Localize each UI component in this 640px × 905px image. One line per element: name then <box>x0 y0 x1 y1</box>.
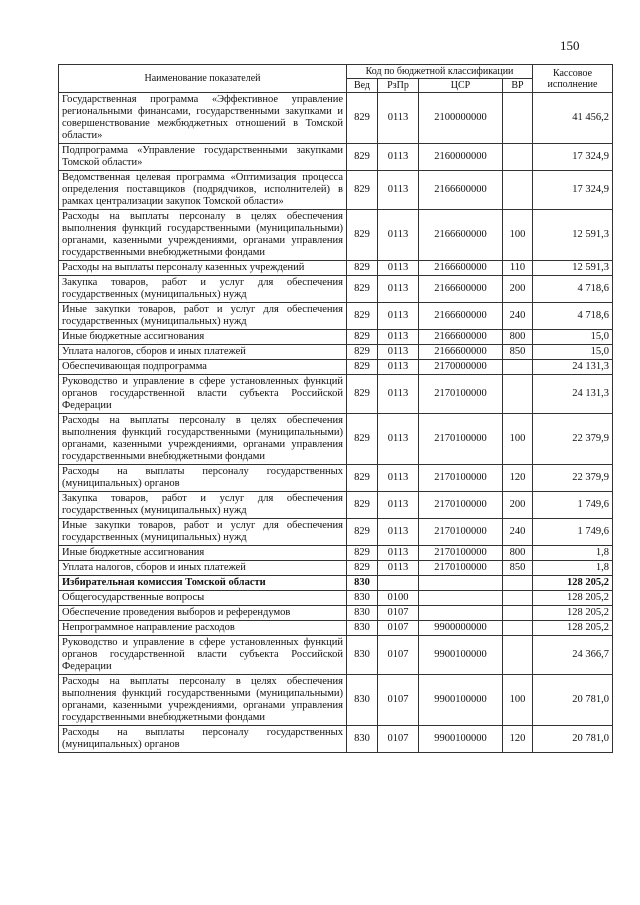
cell-name: Уплата налогов, сборов и иных платежей <box>59 561 347 576</box>
cell-name: Общегосударственные вопросы <box>59 591 347 606</box>
cell-amount: 4 718,6 <box>533 276 613 303</box>
cell-vr <box>503 636 533 675</box>
table-row <box>59 519 613 546</box>
cell-rzpr: 0113 <box>378 414 419 465</box>
cell-amount: 20 781,0 <box>533 726 613 753</box>
cell-rzpr: 0113 <box>378 210 419 261</box>
cell-csr: 2166600000 <box>419 261 503 276</box>
cell-name: Государственная программа «Эффективное управление региональными финансами, государственными закупками и совершенствование межбюджетных отношений в Томской области» <box>59 93 347 144</box>
table-row <box>59 144 613 171</box>
table-row <box>59 93 613 144</box>
budget-table <box>58 64 613 753</box>
cell-vr: 240 <box>503 303 533 330</box>
table-row <box>59 621 613 636</box>
cell-rzpr: 0107 <box>378 675 419 726</box>
table-row <box>59 726 613 753</box>
table-row <box>59 591 613 606</box>
cell-csr: 2166600000 <box>419 303 503 330</box>
cell-csr: 2166600000 <box>419 330 503 345</box>
cell-vr <box>503 375 533 414</box>
cell-rzpr: 0100 <box>378 591 419 606</box>
cell-csr: 2170000000 <box>419 360 503 375</box>
table-row <box>59 261 613 276</box>
cell-vr <box>503 576 533 591</box>
cell-rzpr: 0113 <box>378 360 419 375</box>
cell-name: Расходы на выплаты персоналу в целях обеспечения выполнения функций государственными (муниципальными) органами, казенными учреждениями, органами управления государственными внебюджетными фондами <box>59 210 347 261</box>
cell-name: Руководство и управление в сфере установленных функций органов государственной власти субъекта Российской Федерации <box>59 375 347 414</box>
cell-name: Руководство и управление в сфере установленных функций органов государственной власти субъекта Российской Федерации <box>59 636 347 675</box>
cell-rzpr: 0113 <box>378 330 419 345</box>
cell-rzpr: 0107 <box>378 636 419 675</box>
cell-ved: 829 <box>347 276 378 303</box>
cell-csr: 9900100000 <box>419 636 503 675</box>
cell-amount: 24 131,3 <box>533 360 613 375</box>
cell-name: Непрограммное направление расходов <box>59 621 347 636</box>
cell-vr: 110 <box>503 261 533 276</box>
cell-csr <box>419 606 503 621</box>
cell-csr: 2170100000 <box>419 492 503 519</box>
cell-amount: 20 781,0 <box>533 675 613 726</box>
cell-csr: 9900100000 <box>419 675 503 726</box>
cell-name: Расходы на выплаты персоналу государственных (муниципальных) органов <box>59 726 347 753</box>
cell-amount: 22 379,9 <box>533 414 613 465</box>
table-row <box>59 465 613 492</box>
cell-ved: 829 <box>347 93 378 144</box>
cell-csr: 2166600000 <box>419 171 503 210</box>
cell-name: Обеспечивающая подпрограмма <box>59 360 347 375</box>
cell-amount: 15,0 <box>533 345 613 360</box>
header-ved: Вед <box>347 79 378 93</box>
cell-rzpr: 0113 <box>378 345 419 360</box>
cell-vr: 850 <box>503 561 533 576</box>
cell-vr: 100 <box>503 210 533 261</box>
cell-amount: 22 379,9 <box>533 465 613 492</box>
cell-amount: 1,8 <box>533 561 613 576</box>
cell-ved: 829 <box>347 360 378 375</box>
cell-csr: 2170100000 <box>419 375 503 414</box>
cell-name: Расходы на выплаты персоналу в целях обеспечения выполнения функций государственными (муниципальными) органами, казенными учреждениями, органами управления государственными внебюджетными фондами <box>59 414 347 465</box>
cell-vr: 100 <box>503 675 533 726</box>
cell-amount: 24 366,7 <box>533 636 613 675</box>
page-number: 150 <box>560 38 580 53</box>
cell-name: Избирательная комиссия Томской области <box>59 576 347 591</box>
cell-vr: 120 <box>503 465 533 492</box>
cell-amount: 17 324,9 <box>533 144 613 171</box>
cell-vr: 240 <box>503 519 533 546</box>
cell-name: Закупка товаров, работ и услуг для обеспечения государственных (муниципальных) нужд <box>59 492 347 519</box>
table-row <box>59 375 613 414</box>
cell-name: Расходы на выплаты персоналу в целях обеспечения выполнения функций государственными (муниципальными) органами, казенными учреждениями, органами управления государственными внебюджетными фондами <box>59 675 347 726</box>
cell-rzpr: 0107 <box>378 621 419 636</box>
cell-ved: 830 <box>347 675 378 726</box>
cell-vr <box>503 360 533 375</box>
cell-vr <box>503 93 533 144</box>
cell-rzpr: 0113 <box>378 93 419 144</box>
table-row <box>59 330 613 345</box>
cell-name: Уплата налогов, сборов и иных платежей <box>59 345 347 360</box>
cell-vr <box>503 171 533 210</box>
cell-amount: 12 591,3 <box>533 210 613 261</box>
table-row <box>59 636 613 675</box>
table-row <box>59 414 613 465</box>
cell-ved: 829 <box>347 519 378 546</box>
cell-rzpr: 0107 <box>378 726 419 753</box>
cell-csr: 2170100000 <box>419 519 503 546</box>
header-rzpr: РзПр <box>378 79 419 93</box>
cell-ved: 829 <box>347 465 378 492</box>
cell-name: Иные закупки товаров, работ и услуг для обеспечения государственных (муниципальных) нужд <box>59 303 347 330</box>
cell-rzpr <box>378 576 419 591</box>
table-row <box>59 576 613 591</box>
cell-rzpr: 0113 <box>378 465 419 492</box>
cell-ved: 829 <box>347 303 378 330</box>
table-row <box>59 546 613 561</box>
cell-amount: 15,0 <box>533 330 613 345</box>
cell-rzpr: 0113 <box>378 519 419 546</box>
cell-amount: 128 205,2 <box>533 606 613 621</box>
header-vr: ВР <box>503 79 533 93</box>
cell-ved: 829 <box>347 144 378 171</box>
header-amount: Кассовое исполнение <box>533 65 613 93</box>
table-row <box>59 210 613 261</box>
header-csr: ЦСР <box>419 79 503 93</box>
cell-amount: 24 131,3 <box>533 375 613 414</box>
cell-rzpr: 0113 <box>378 546 419 561</box>
cell-vr <box>503 621 533 636</box>
cell-csr: 2166600000 <box>419 276 503 303</box>
cell-ved: 830 <box>347 606 378 621</box>
cell-name: Иные бюджетные ассигнования <box>59 546 347 561</box>
table-row <box>59 303 613 330</box>
cell-rzpr: 0113 <box>378 492 419 519</box>
cell-csr: 9900100000 <box>419 726 503 753</box>
cell-ved: 830 <box>347 576 378 591</box>
cell-csr: 2160000000 <box>419 144 503 171</box>
cell-vr <box>503 144 533 171</box>
cell-vr: 100 <box>503 414 533 465</box>
cell-ved: 829 <box>347 546 378 561</box>
cell-csr: 2170100000 <box>419 414 503 465</box>
cell-ved: 829 <box>347 414 378 465</box>
cell-csr: 2170100000 <box>419 465 503 492</box>
cell-amount: 128 205,2 <box>533 591 613 606</box>
cell-ved: 830 <box>347 621 378 636</box>
cell-csr <box>419 591 503 606</box>
cell-csr: 2170100000 <box>419 561 503 576</box>
cell-amount: 1,8 <box>533 546 613 561</box>
cell-vr: 120 <box>503 726 533 753</box>
cell-csr: 2166600000 <box>419 210 503 261</box>
cell-rzpr: 0113 <box>378 375 419 414</box>
cell-csr: 2170100000 <box>419 546 503 561</box>
table-row <box>59 492 613 519</box>
cell-amount: 17 324,9 <box>533 171 613 210</box>
table-row <box>59 171 613 210</box>
header-name: Наименование показателей <box>59 65 347 93</box>
cell-vr <box>503 606 533 621</box>
cell-vr <box>503 591 533 606</box>
cell-vr: 200 <box>503 276 533 303</box>
cell-name: Расходы на выплаты персоналу государственных (муниципальных) органов <box>59 465 347 492</box>
cell-ved: 830 <box>347 591 378 606</box>
table-row <box>59 606 613 621</box>
cell-rzpr: 0113 <box>378 561 419 576</box>
cell-amount: 4 718,6 <box>533 303 613 330</box>
table-row <box>59 345 613 360</box>
cell-ved: 830 <box>347 726 378 753</box>
cell-name: Ведомственная целевая программа «Оптимизация процесса определения поставщиков (подрядчиков, исполнителей) в рамках централизации закупок Томской области» <box>59 171 347 210</box>
cell-name: Иные бюджетные ассигнования <box>59 330 347 345</box>
cell-ved: 829 <box>347 171 378 210</box>
table-row <box>59 360 613 375</box>
cell-vr: 200 <box>503 492 533 519</box>
cell-csr: 2166600000 <box>419 345 503 360</box>
cell-amount: 1 749,6 <box>533 492 613 519</box>
cell-rzpr: 0113 <box>378 144 419 171</box>
table-row <box>59 561 613 576</box>
cell-name: Обеспечение проведения выборов и референдумов <box>59 606 347 621</box>
cell-ved: 829 <box>347 345 378 360</box>
cell-amount: 1 749,6 <box>533 519 613 546</box>
cell-vr: 850 <box>503 345 533 360</box>
cell-amount: 128 205,2 <box>533 576 613 591</box>
cell-name: Расходы на выплаты персоналу казенных учреждений <box>59 261 347 276</box>
cell-rzpr: 0107 <box>378 606 419 621</box>
table-row <box>59 276 613 303</box>
cell-rzpr: 0113 <box>378 261 419 276</box>
cell-rzpr: 0113 <box>378 276 419 303</box>
cell-name: Закупка товаров, работ и услуг для обеспечения государственных (муниципальных) нужд <box>59 276 347 303</box>
cell-name: Иные закупки товаров, работ и услуг для обеспечения государственных (муниципальных) нужд <box>59 519 347 546</box>
cell-ved: 829 <box>347 492 378 519</box>
table-body <box>59 93 613 753</box>
cell-name: Подпрограмма «Управление государственными закупками Томской области» <box>59 144 347 171</box>
cell-ved: 829 <box>347 375 378 414</box>
cell-csr: 2100000000 <box>419 93 503 144</box>
cell-amount: 12 591,3 <box>533 261 613 276</box>
cell-ved: 829 <box>347 210 378 261</box>
cell-amount: 128 205,2 <box>533 621 613 636</box>
cell-rzpr: 0113 <box>378 171 419 210</box>
cell-csr: 9900000000 <box>419 621 503 636</box>
table-row <box>59 675 613 726</box>
cell-ved: 830 <box>347 636 378 675</box>
header-code-group: Код по бюджетной классификации <box>347 65 533 79</box>
cell-amount: 41 456,2 <box>533 93 613 144</box>
cell-ved: 829 <box>347 561 378 576</box>
cell-ved: 829 <box>347 261 378 276</box>
cell-vr: 800 <box>503 546 533 561</box>
cell-csr <box>419 576 503 591</box>
cell-rzpr: 0113 <box>378 303 419 330</box>
cell-vr: 800 <box>503 330 533 345</box>
cell-ved: 829 <box>347 330 378 345</box>
